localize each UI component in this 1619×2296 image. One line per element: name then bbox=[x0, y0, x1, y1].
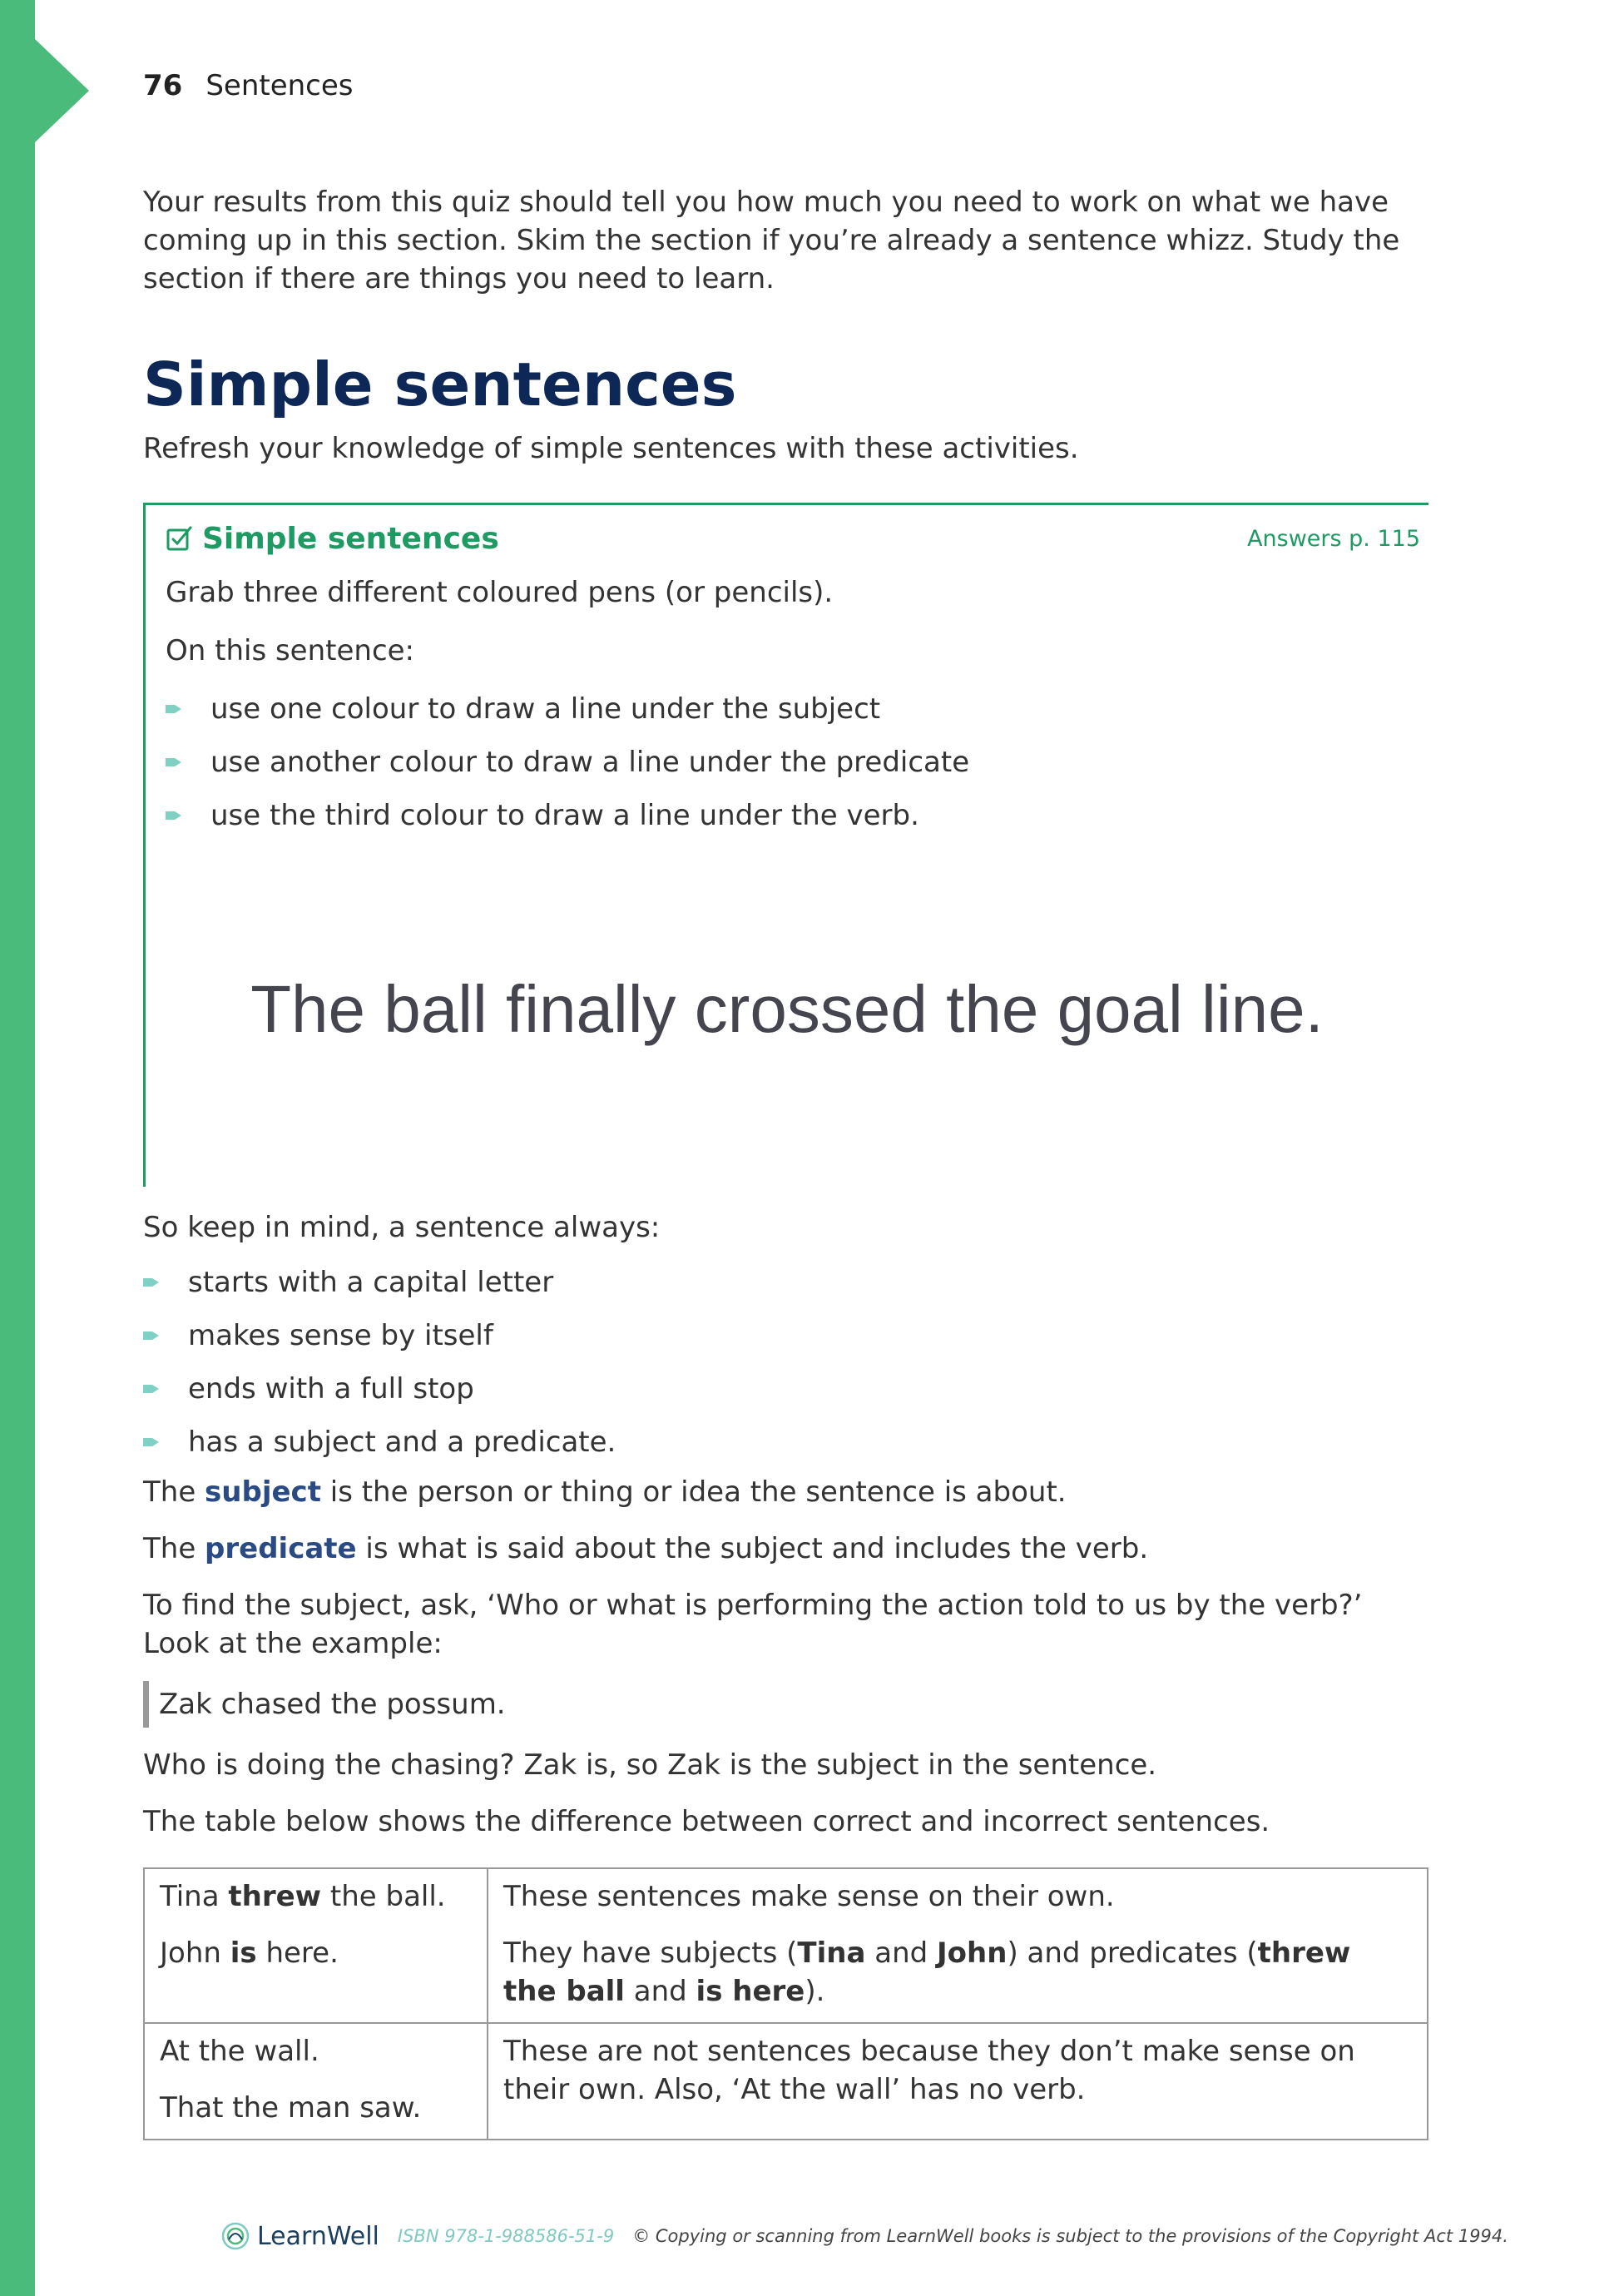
list-item-text: has a subject and a predicate. bbox=[188, 1426, 616, 1459]
bold-verb: threw bbox=[228, 1880, 322, 1913]
page-footer bbox=[220, 2221, 1508, 2251]
answers-reference: Answers p. 115 bbox=[1247, 525, 1420, 552]
example-sentence bbox=[160, 1934, 472, 1972]
example-sentence bbox=[160, 1877, 472, 1916]
table-row bbox=[144, 2023, 1428, 2140]
keep-in-mind-text: So keep in mind, a sentence always: bbox=[143, 1211, 661, 1244]
explanation-text: Who is doing the chasing? Zak is, so Zak is the subject in the sentence. bbox=[143, 1748, 1157, 1782]
page-number: 76 bbox=[143, 69, 183, 102]
arrow-bullet-icon bbox=[143, 1330, 160, 1341]
term-predicate: predicate bbox=[205, 1532, 357, 1565]
list-item bbox=[166, 743, 1420, 781]
activity-header bbox=[166, 515, 1420, 562]
section-heading: Simple sentences bbox=[143, 350, 737, 419]
cell-text bbox=[503, 1934, 1412, 2011]
example-fragment: At the wall. bbox=[160, 2035, 319, 2068]
term-subject: subject bbox=[205, 1475, 321, 1509]
comparison-table bbox=[143, 1867, 1428, 2140]
section-title: Sentences bbox=[205, 69, 354, 102]
text-span: ) and predicates ( bbox=[1007, 1936, 1258, 1970]
arrow-bullet-icon bbox=[143, 1436, 160, 1448]
text-span: and bbox=[624, 1975, 696, 2008]
list-item bbox=[143, 1263, 1428, 1302]
table-cell bbox=[488, 1868, 1428, 2023]
text-span: Tina bbox=[160, 1880, 229, 1913]
cell-text: These sentences make sense on their own. bbox=[503, 1880, 1115, 1913]
brand-name: LearnWell bbox=[257, 2221, 379, 2251]
table-cell bbox=[144, 1868, 488, 2023]
table-intro: The table below shows the difference between correct and incorrect sentences. bbox=[143, 1805, 1270, 1838]
section-subheading: Refresh your knowledge of simple sentences with these activities. bbox=[143, 432, 1079, 465]
list-item bbox=[143, 1423, 1428, 1461]
arrow-bullet-icon bbox=[166, 756, 182, 768]
text-span: The bbox=[143, 1475, 205, 1509]
text-span: here. bbox=[256, 1936, 339, 1970]
text-span: is what is said about the subject and includes the verb. bbox=[356, 1532, 1149, 1565]
page-edge-bar bbox=[0, 0, 35, 2296]
list-item-text: makes sense by itself bbox=[188, 1319, 493, 1352]
isbn-text: ISBN 978-1-988586-51-9 bbox=[397, 2226, 615, 2246]
arrow-bullet-icon bbox=[143, 1277, 160, 1288]
text-span: is the person or thing or idea the sentence is about. bbox=[320, 1475, 1067, 1509]
predicate-definition bbox=[143, 1530, 1428, 1568]
list-item bbox=[143, 1317, 1428, 1355]
arrow-bullet-icon bbox=[143, 1383, 160, 1395]
activity-instruction: Grab three different coloured pens (or pencils). bbox=[166, 576, 834, 609]
subject-definition bbox=[143, 1473, 1428, 1511]
table-cell bbox=[488, 2023, 1428, 2140]
learnwell-logo-icon bbox=[220, 2221, 250, 2251]
text-span: ). bbox=[805, 1975, 825, 2008]
bold-text: is here bbox=[696, 1975, 805, 2008]
text-span: the ball. bbox=[321, 1880, 446, 1913]
list-item-text: starts with a capital letter bbox=[188, 1266, 554, 1299]
activity-title bbox=[166, 522, 499, 556]
table-cell bbox=[144, 2023, 488, 2140]
page-content bbox=[143, 183, 1428, 2140]
activity-steps bbox=[166, 690, 1420, 835]
bold-verb: is bbox=[230, 1936, 257, 1970]
text-span: They have subjects ( bbox=[503, 1936, 798, 1970]
copyright-text: © Copying or scanning from LearnWell books is subject to the provisions of the Copyright Act 1994. bbox=[632, 2226, 1508, 2246]
arrow-bullet-icon bbox=[166, 810, 182, 821]
list-item bbox=[166, 690, 1420, 728]
bold-text: threw the ball bbox=[503, 1936, 1351, 2008]
list-item-text: use one colour to draw a line under the subject bbox=[210, 692, 881, 726]
practice-sentence: The ball finally crossed the goal line. bbox=[250, 972, 1324, 1046]
bold-text: Tina bbox=[797, 1936, 866, 1970]
find-subject-text: To find the subject, ask, ‘Who or what is performing the action told to us by the verb?’ Look at the example: bbox=[143, 1589, 1363, 1660]
example-fragment: That the man saw. bbox=[160, 2091, 422, 2125]
text-span: and bbox=[865, 1936, 938, 1970]
text-span: John bbox=[160, 1936, 230, 1970]
bold-text: John bbox=[937, 1936, 1008, 1970]
text-span: The bbox=[143, 1532, 205, 1565]
list-item-text: ends with a full stop bbox=[188, 1372, 474, 1406]
sentence-rules bbox=[143, 1263, 1428, 1461]
intro-paragraph: Your results from this quiz should tell you how much you need to work on what we have coming up in this section. Skim the section if you’re already a sentence whizz. Study the section if there are things you need to learn. bbox=[143, 186, 1400, 295]
list-item-text: use another colour to draw a line under the predicate bbox=[210, 746, 970, 779]
activity-instruction: On this sentence: bbox=[166, 634, 415, 667]
activity-box bbox=[143, 503, 1428, 1187]
activity-title-text: Simple sentences bbox=[202, 521, 499, 556]
checkbox-pencil-icon bbox=[166, 524, 194, 553]
list-item bbox=[166, 796, 1420, 835]
running-header bbox=[143, 69, 354, 102]
cell-text: These are not sentences because they don’t make sense on their own. Also, ‘At the wall’ has no verb. bbox=[503, 2035, 1355, 2106]
arrow-bullet-icon bbox=[166, 703, 182, 715]
list-item bbox=[143, 1370, 1428, 1408]
example-quote: Zak chased the possum. bbox=[143, 1681, 1428, 1728]
table-row bbox=[144, 1868, 1428, 2023]
page-tab-marker bbox=[35, 39, 89, 142]
list-item-text: use the third colour to draw a line under the verb. bbox=[210, 799, 919, 832]
